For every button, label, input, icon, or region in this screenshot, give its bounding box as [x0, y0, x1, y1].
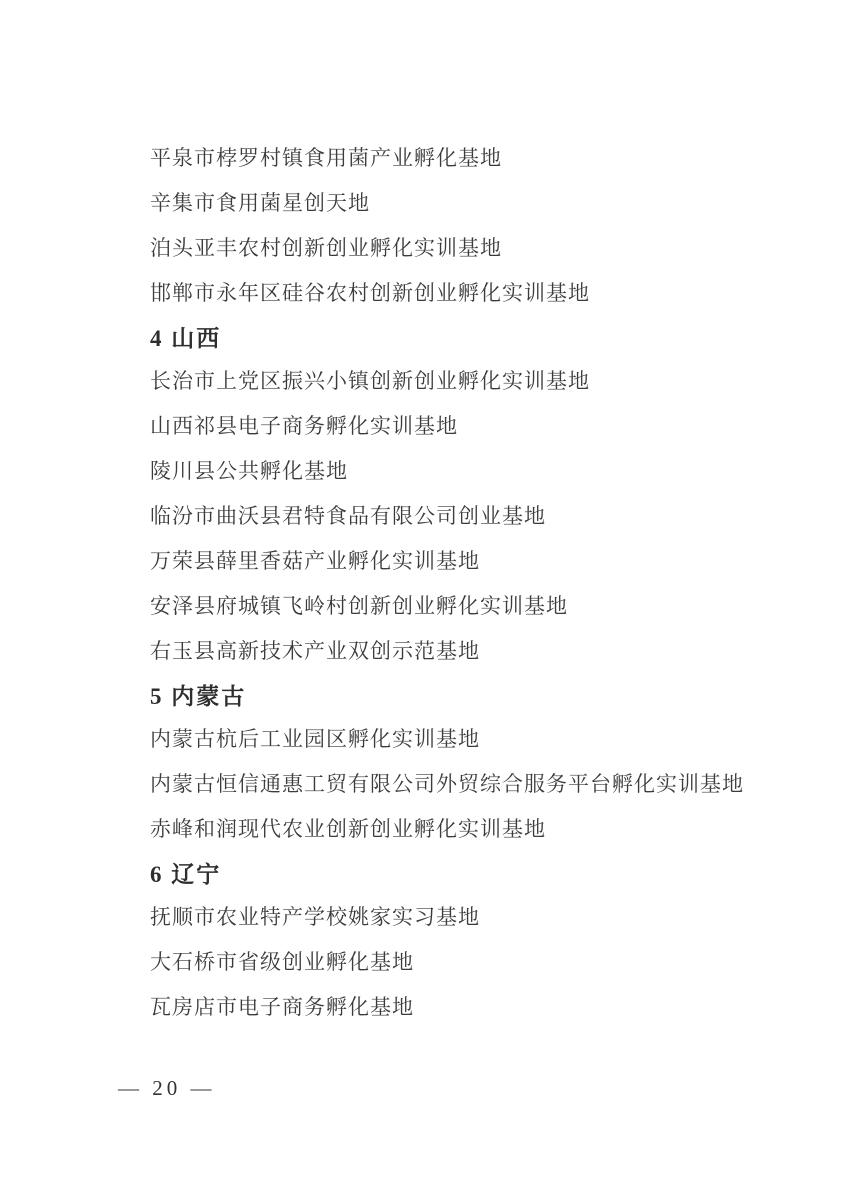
list-item: 右玉县高新技术产业双创示范基地	[150, 639, 480, 663]
list-item: 抚顺市农业特产学校姚家实习基地	[150, 905, 480, 929]
list-item: 长治市上党区振兴小镇创新创业孵化实训基地	[150, 369, 590, 393]
page-content	[150, 145, 790, 1039]
list-item: 瓦房店市电子商务孵化基地	[150, 995, 414, 1019]
list-item: 泊头亚丰农村创新创业孵化实训基地	[150, 236, 502, 260]
page-footer	[118, 1076, 216, 1101]
list-item: 辛集市食用菌星创天地	[150, 191, 370, 215]
list-item: 安泽县府城镇飞岭村创新创业孵化实训基地	[150, 594, 568, 618]
list-item: 内蒙古杭后工业园区孵化实训基地	[150, 727, 480, 751]
list-item: 邯郸市永年区硅谷农村创新创业孵化实训基地	[150, 281, 590, 305]
list-item: 内蒙古恒信通惠工贸有限公司外贸综合服务平台孵化实训基地	[150, 772, 744, 796]
list-item: 山西祁县电子商务孵化实训基地	[150, 414, 458, 438]
list-item: 平泉市桲罗村镇食用菌产业孵化基地	[150, 146, 502, 170]
page-number: — 20 —	[118, 1076, 216, 1100]
section-heading-neimenggu: 5 内蒙古	[150, 684, 247, 709]
list-item: 赤峰和润现代农业创新创业孵化实训基地	[150, 817, 546, 841]
list-item: 陵川县公共孵化基地	[150, 459, 348, 483]
section-heading-liaoning: 6 辽宁	[150, 862, 222, 887]
list-item: 临汾市曲沃县君特食品有限公司创业基地	[150, 504, 546, 528]
list-item: 万荣县薛里香菇产业孵化实训基地	[150, 549, 480, 573]
list-item: 大石桥市省级创业孵化基地	[150, 950, 414, 974]
section-heading-shanxi: 4 山西	[150, 326, 222, 351]
